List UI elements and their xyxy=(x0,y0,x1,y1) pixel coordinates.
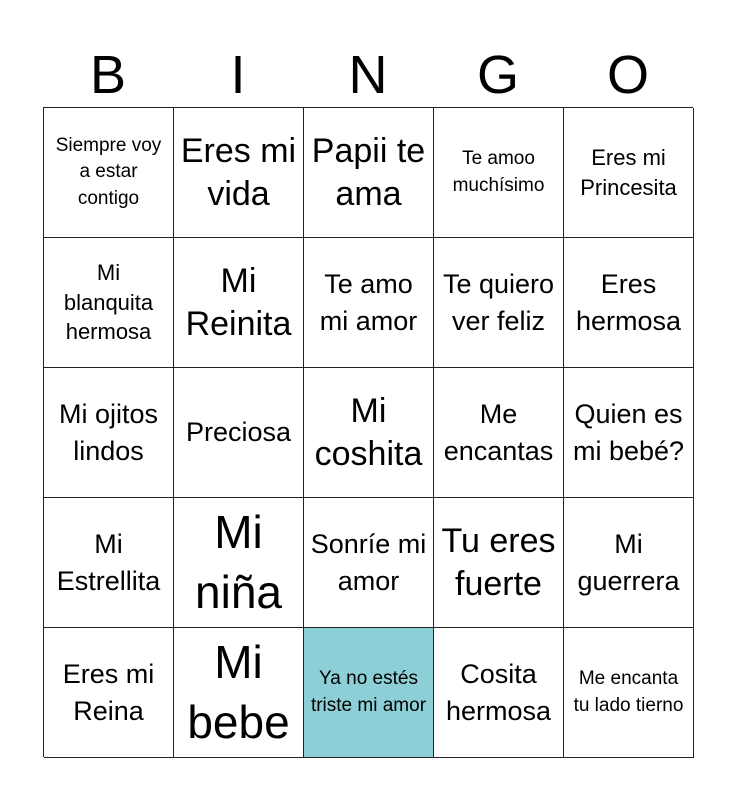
cell-text: Te amoo muchísimo xyxy=(452,147,545,196)
bingo-cell[interactable] xyxy=(304,368,434,498)
bingo-header xyxy=(43,44,693,106)
cell-text: Mi guerrera xyxy=(577,529,680,596)
cell-text: Preciosa xyxy=(185,417,292,448)
bingo-cell[interactable] xyxy=(44,628,174,758)
bingo-cell[interactable] xyxy=(304,108,434,238)
cell-text: Tu eres fuerte xyxy=(441,522,556,603)
cell-text: Te amo mi amor xyxy=(319,269,418,336)
bingo-cell[interactable] xyxy=(564,108,694,238)
cell-text: Mi niña xyxy=(195,505,282,618)
bingo-cell[interactable] xyxy=(174,498,304,628)
header-letter-o: O xyxy=(606,45,649,105)
bingo-cell[interactable] xyxy=(564,368,694,498)
cell-text: Mi Estrellita xyxy=(56,529,161,596)
cell-text: Me encantas xyxy=(443,399,554,466)
cell-text: Eres hermosa xyxy=(575,269,682,336)
cell-text: Papii te ama xyxy=(311,132,426,213)
bingo-cell[interactable] xyxy=(304,238,434,368)
bingo-cell[interactable] xyxy=(564,628,694,758)
cell-text: Siempre voy a estar contigo xyxy=(55,134,162,209)
bingo-cell[interactable] xyxy=(434,238,564,368)
cell-text: Te quiero ver feliz xyxy=(442,269,555,336)
bingo-cell[interactable] xyxy=(304,498,434,628)
cell-text: Mi bebe xyxy=(187,635,290,748)
bingo-cell[interactable] xyxy=(564,498,694,628)
bingo-cell[interactable] xyxy=(44,238,174,368)
cell-text: Quien es mi bebé? xyxy=(572,399,685,466)
cell-text: Eres mi vida xyxy=(180,132,297,213)
cell-text: Cosita hermosa xyxy=(445,659,552,726)
bingo-cell[interactable] xyxy=(434,498,564,628)
bingo-board xyxy=(43,107,693,757)
bingo-cell[interactable] xyxy=(44,108,174,238)
cell-text: Mi blanquita hermosa xyxy=(63,259,154,345)
cell-text: Mi coshita xyxy=(314,392,423,473)
header-letter-i: I xyxy=(230,45,246,105)
bingo-cell[interactable] xyxy=(564,238,694,368)
header-letter-b: B xyxy=(89,45,127,105)
bingo-cell[interactable] xyxy=(174,238,304,368)
header-letter-n: N xyxy=(348,45,388,105)
free-space-cell[interactable] xyxy=(304,628,434,758)
bingo-cell[interactable] xyxy=(44,368,174,498)
cell-text: Eres mi Princesita xyxy=(580,144,677,200)
cell-text: Eres mi Reina xyxy=(62,659,155,726)
cell-text: Mi Reinita xyxy=(185,262,292,343)
cell-text: Sonríe mi amor xyxy=(310,529,427,596)
bingo-cell[interactable] xyxy=(434,628,564,758)
bingo-cell[interactable] xyxy=(174,368,304,498)
bingo-cell[interactable] xyxy=(434,108,564,238)
cell-text: Me encanta tu lado tierno xyxy=(573,667,684,716)
bingo-cell[interactable] xyxy=(434,368,564,498)
header-letter-g: G xyxy=(476,45,519,105)
cell-text: Ya no estés triste mi amor xyxy=(310,667,427,716)
bingo-cell[interactable] xyxy=(44,498,174,628)
bingo-cell[interactable] xyxy=(174,108,304,238)
bingo-cell[interactable] xyxy=(174,628,304,758)
cell-text: Mi ojitos lindos xyxy=(58,399,159,466)
